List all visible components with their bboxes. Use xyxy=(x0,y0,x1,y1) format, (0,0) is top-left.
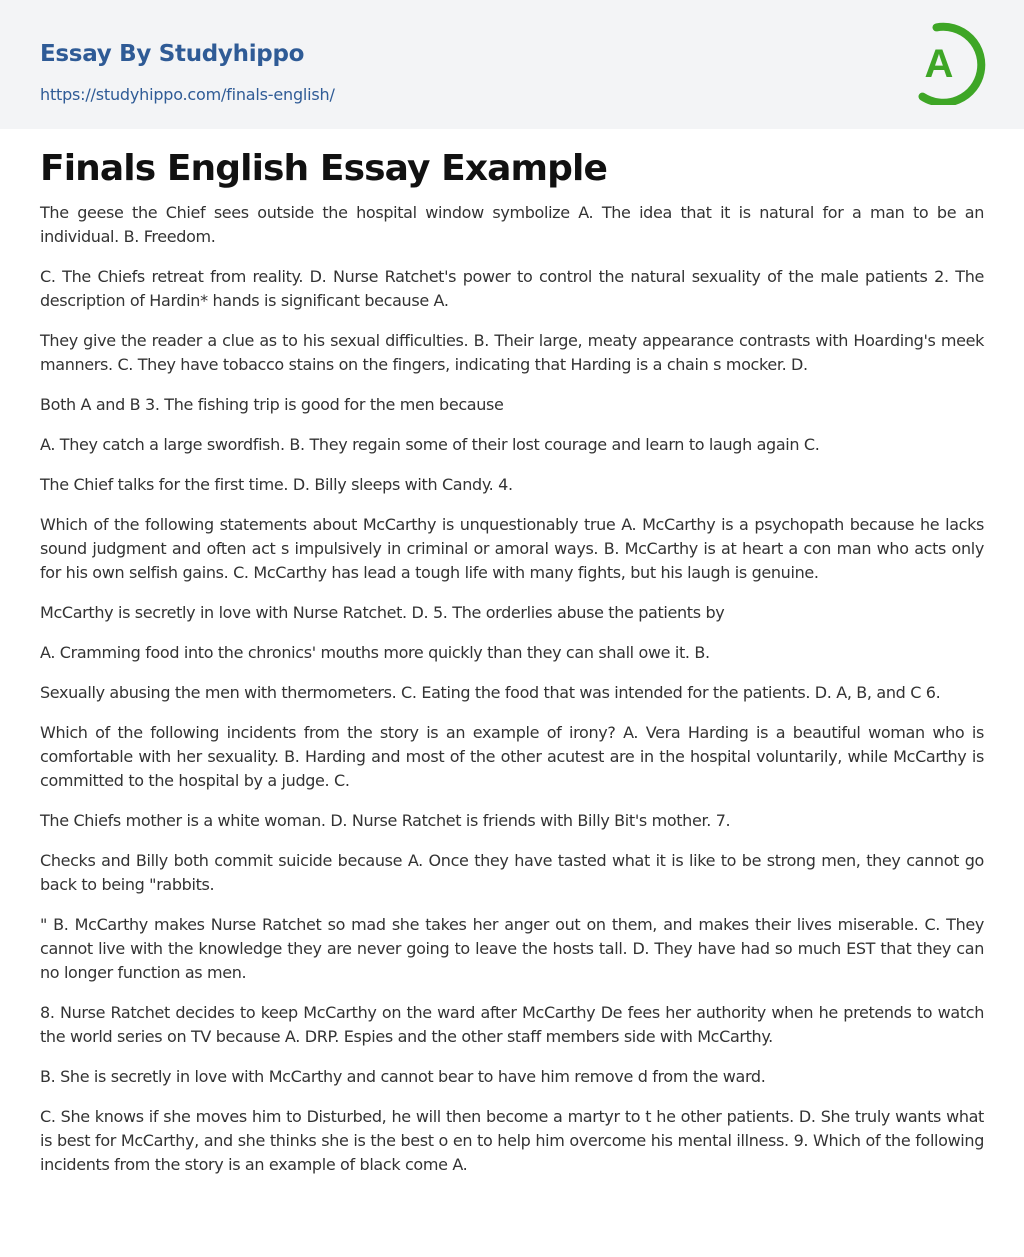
logo-letter: A xyxy=(924,42,954,86)
article-paragraph: They give the reader a clue as to his sexual difficulties. B. Their large, meaty appearance contrasts with Hoarding's meek manners. C. They have tobacco stains on the fingers, indicating that Harding is a chain s mocker. D. xyxy=(40,331,984,374)
article-paragraph: B. She is secretly in love with McCarthy and cannot bear to have him remove d from the ward. xyxy=(40,1067,766,1086)
article-paragraph: Which of the following statements about McCarthy is unquestionably true A. McCarthy is a psychopath because he lacks sound judgment and often act s impulsively in criminal or amoral ways. B. McCarthy is at heart a con man who acts only for his own selfish gains. C. McCarthy has lead a tough life with many fights, but his laugh is genuine. xyxy=(40,515,984,582)
article-body xyxy=(40,197,984,1177)
article-paragraph: C. The Chiefs retreat from reality. D. Nurse Ratchet's power to control the natural sexuality of the male patients 2. The description of Hardin* hands is significant because A. xyxy=(40,267,984,310)
article-paragraph: A. Cramming food into the chronics' mouths more quickly than they can shall owe it. B. xyxy=(40,643,710,662)
article-paragraph: 8. Nurse Ratchet decides to keep McCarthy on the ward after McCarthy De fees her authority when he pretends to watch the world series on TV because A. DRP. Espies and the other staff members side with McCarthy. xyxy=(40,1003,984,1046)
article-paragraph: " B. McCarthy makes Nurse Ratchet so mad she takes her anger out on them, and makes their lives miserable. C. They cannot live with the knowledge they are never going to leave the hosts tall. D. They have had so much EST that they can no longer function as men. xyxy=(40,915,984,982)
article-paragraph: Checks and Billy both commit suicide because A. Once they have tasted what it is like to be strong men, they cannot go back to being "rabbits. xyxy=(40,851,984,894)
page-title: Finals English Essay Example xyxy=(40,148,607,189)
article-paragraph: C. She knows if she moves him to Disturbed, he will then become a martyr to t he other patients. D. She truly wants what is best for McCarthy, and she thinks she is the best o en to help him overcome his mental illness. 9. Which of the following incidents from the story is an example of black come A. xyxy=(40,1107,984,1174)
article xyxy=(0,129,1024,1177)
article-paragraph: Which of the following incidents from the story is an example of irony? A. Vera Harding is a beautiful woman who is comfortable with her sexuality. B. Harding and most of the other acutest are in the hospital voluntarily, while McCarthy is committed to the hospital by a judge. C. xyxy=(40,723,984,790)
page-url-link[interactable]: https://studyhippo.com/finals-english/ xyxy=(40,85,335,104)
article-paragraph: Both A and B 3. The fishing trip is good for the men because xyxy=(40,395,504,414)
article-paragraph: The geese the Chief sees outside the hospital window symbolize A. The idea that it is natural for a man to be an individual. B. Freedom. xyxy=(40,203,984,246)
site-header xyxy=(0,0,1024,129)
article-paragraph: The Chief talks for the first time. D. Billy sleeps with Candy. 4. xyxy=(40,475,513,494)
article-paragraph: Sexually abusing the men with thermometers. C. Eating the food that was intended for the patients. D. A, B, and C 6. xyxy=(40,683,941,702)
article-paragraph: A. They catch a large swordfish. B. They regain some of their lost courage and learn to laugh again C. xyxy=(40,435,820,454)
article-paragraph: The Chiefs mother is a white woman. D. Nurse Ratchet is friends with Billy Bit's mother. 7. xyxy=(40,811,731,830)
article-paragraph: McCarthy is secretly in love with Nurse Ratchet. D. 5. The orderlies abuse the patients by xyxy=(40,603,725,622)
site-brand[interactable]: Essay By Studyhippo xyxy=(40,41,305,67)
studyhippo-logo-icon[interactable] xyxy=(912,19,986,105)
